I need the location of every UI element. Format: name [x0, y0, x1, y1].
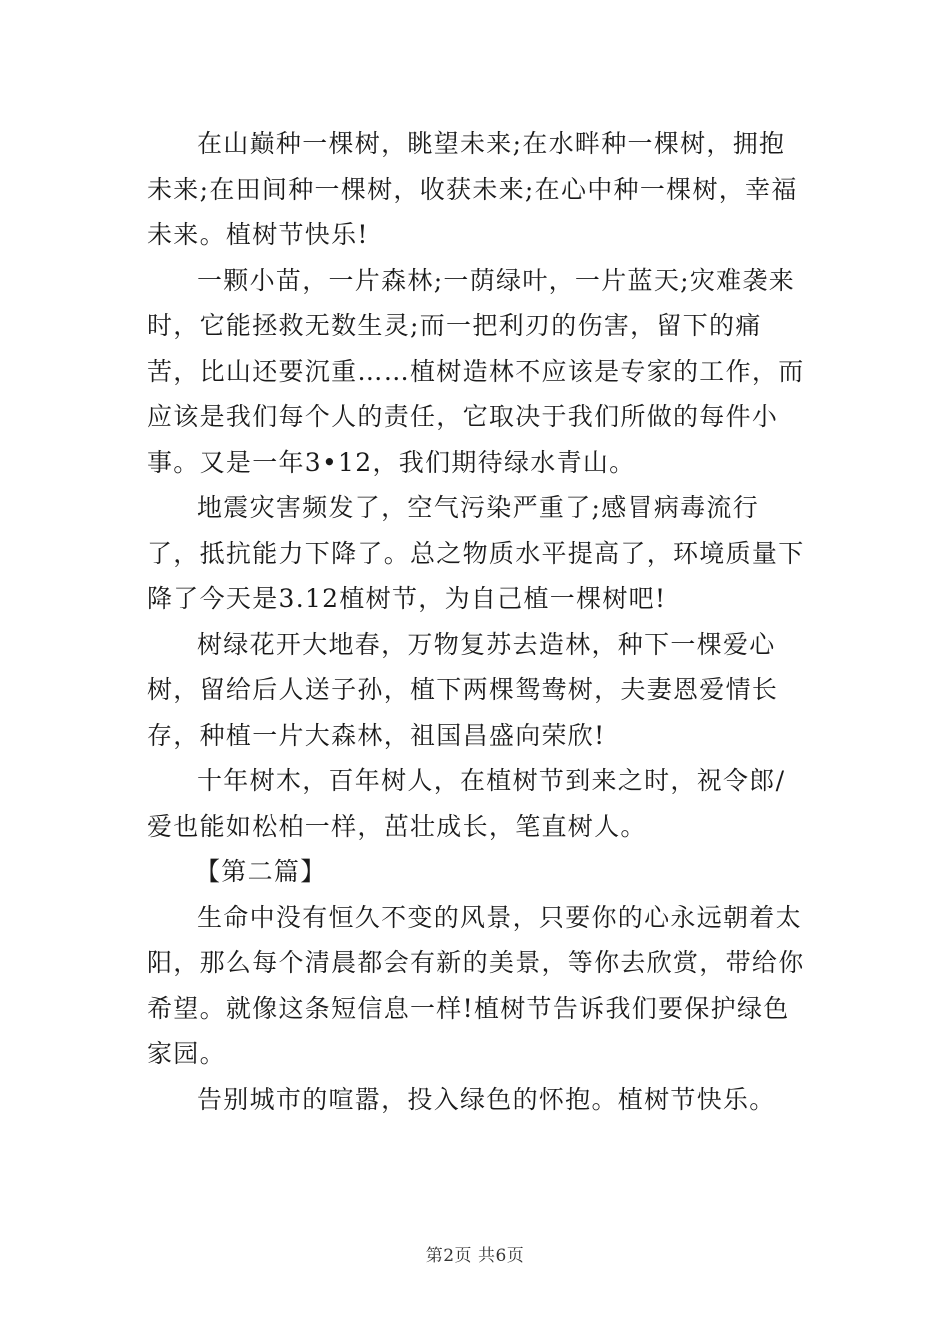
paragraph: 十年树木，百年树人，在植树节到来之时，祝令郎/爱也能如松柏一样，茁壮成长，笔直树人。	[147, 766, 786, 841]
page-number-footer: 第2页 共6页	[425, 1246, 525, 1266]
document-body	[147, 121, 807, 1122]
paragraph: 生命中没有恒久不变的风景，只要你的心永远朝着太阳，那么每个清晨都会有新的美景，等你去欣赏，带给你希望。就像这条短信息一样!植树节告诉我们要保护绿色家园。	[147, 902, 805, 1068]
paragraph: 树绿花开大地春，万物复苏去造林，种下一棵爱心树，留给后人送子孙，植下两棵鸳鸯树，夫妻恩爱情长存，种植一片大森林，祖国昌盛向荣欣!	[147, 629, 779, 750]
paragraph: 地震灾害频发了，空气污染严重了;感冒病毒流行了，抵抗能力下降了。总之物质水平提高了，环境质量下降了今天是3.12植树节，为自己植一棵树吧!	[147, 493, 805, 613]
section-heading: 【第二篇】	[195, 857, 327, 886]
paragraph: 一颗小苗，一片森林;一荫绿叶，一片蓝天;灾难袭来时，它能拯救无数生灵;而一把利刃的伤害，留下的痛苦，比山还要沉重……植树造林不应该是专家的工作，而应该是我们每个人的责任，它取决于我们所做的每件小事。又是一年3•12，我们期待绿水青山。	[147, 265, 805, 477]
paragraph: 告别城市的喧嚣，投入绿色的怀抱。植树节快乐。	[197, 1084, 776, 1114]
paragraph: 在山巅种一棵树，眺望未来;在水畔种一棵树，拥抱未来;在田间种一棵树，收获未来;在心中种一棵树，幸福未来。植树节快乐!	[147, 129, 798, 249]
